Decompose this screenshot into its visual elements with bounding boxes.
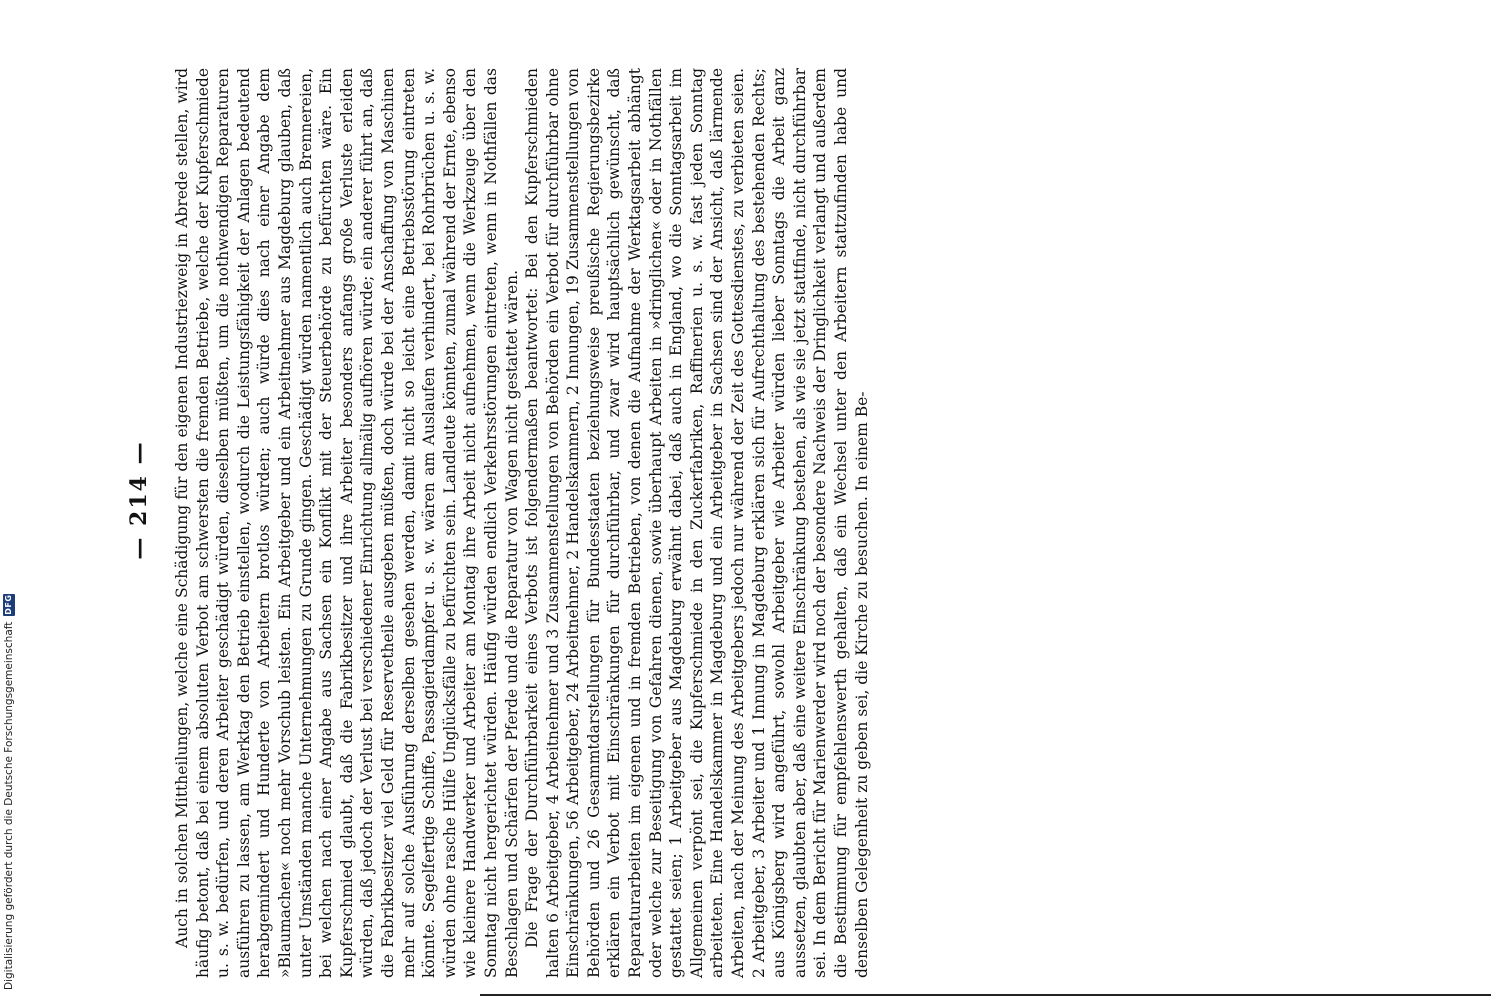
page-number: — 214 — — [126, 440, 152, 560]
dfg-logo-icon: DFG — [4, 594, 13, 615]
digitization-credit-text: Digitalisierung gefördert durch die Deutsche Forschungsgemeinschaft — [3, 621, 15, 990]
document-page — [120, 0, 871, 1000]
digitization-credit — [0, 10, 18, 1000]
body-text — [172, 68, 871, 978]
paragraph-1: Auch in solchen Mittheilungen, welche eine Schädigung für den eigenen Industriezweig in Abrede stellen, wird häufig betont, daß bei einem absoluten Verbot am schwersten die fremden Betriebe, welche der Kupferschmiede u. s. w. bedürfen, und deren Arbeiter geschädigt würden, dieselben müßten, um die nothwendigen Reparaturen ausführen zu lassen, am Werktag den Betrieb einstellen, wodurch die Leistungsfähigkeit der Anlagen bedeutend herabgemindert und Hunderte von Arbeitern brotlos würden; auch würde dies nach einer Angabe dem »Blaumachen« noch mehr Vorschub leisten. Ein Arbeitgeber und ein Arbeitnehmer aus Magdeburg glauben, daß unter Umständen manche Unternehmungen zu Grunde gingen. Geschädigt würden namentlich auch Brennereien, bei welchen nach einer Angabe aus Sachsen ein Konflikt mit der Steuerbehörde zu befürchten wäre. Ein Kupferschmied glaubt, daß die Fabrikbesitzer und ihre Arbeiter besonders anfangs große Verluste erleiden würden, daß jedoch der Verlust bei verschiedener Einrichtung allmälig aufhören würde; ein anderer führt an, daß die Fabrikbesitzer viel Geld für Reservetheile ausgeben müßten, doch würde bei der Anschaffung von Maschinen mehr auf solche Ausführung derselben gesehen werden, damit nicht so leicht eine Betriebsstörung eintreten könnte. Segelfertige Schiffe, Passagierdampfer u. s. w. wären am Auslaufen verhindert, bei Rohrbrüchen u. s. w. würden ohne rasche Hülfe Unglücksfälle zu befürchten sein. Landleute könnten, zumal während der Ernte, ebenso wie kleinere Handwerker und Arbeiter am Montag ihre Arbeit nicht aufnehmen, wenn die Werkzeuge über den Sonntag nicht hergerichtet würden. Häufig würden endlich Verkehrsstörungen eintreten, wenn in Nothfällen das Beschlagen und Schärfen der Pferde und die Reparatur von Wagen nicht gestattet wären. — [173, 68, 521, 978]
page-edge-rule — [480, 994, 1491, 996]
paragraph-2: Die Frage der Durchführbarkeit eines Verbots ist folgendermaßen beantwortet: Bei den Kupferschmieden halten 6 Arbeitgeber, 4 Arbeitnehmer und 3 Zusammenstellungen von Behörden ein Verbot für durchführbar ohne Einschränkungen, 56 Arbeitgeber, 24 Arbeitnehmer, 2 Handelskammern, 2 Innungen, 19 Zusammenstellungen von Behörden und 26 Gesammtdarstellungen für Bundesstaaten beziehungsweise preußische Regierungsbezirke erklären ein Verbot mit Einschränkungen für durchführbar, und zwar wird hauptsächlich gewünscht, daß Reparaturarbeiten im eigenen und in fremden Betrieben, von denen die Aufnahme der Werktagsarbeit abhängt oder welche zur Beseitigung von Gefahren dienen, sowie überhaupt Arbeiten in »dringlichen« oder in Nothfällen gestattet seien; 1 Arbeitgeber aus Magdeburg erwähnt dabei, daß auch in England, wo die Sonntagsarbeit im Allgemeinen verpönt sei, die Kupferschmiede in den Zuckerfabriken, Raffinerien u. s. w. fast jeden Sonntag arbeiteten. Eine Handelskammer in Magdeburg und ein Arbeitgeber in Sachsen sind der Ansicht, daß lärmende Arbeiten, nach der Meinung des Arbeitgebers jedoch nur während der Zeit des Gottesdienstes, zu verbieten seien. 2 Arbeitgeber, 3 Arbeiter und 1 Innung in Magdeburg erklären sich für Aufrechthaltung des bestehenden Rechts; aus Königsberg wird angeführt, sowohl Arbeitgeber wie Arbeiter würden lieber Sonntags die Arbeit ganz aussetzen, glaubten aber, daß eine weitere Einschränkung bestehen, als wie sie jetzt stattfinde, nicht durchführbar sei. In dem Bericht für Marienwerder wird noch der besondere Nachweis der Dringlichkeit verlangt und außerdem die Bestimmung für empfehlenswerth gehalten, daß ein Wechsel unter den Arbeitern stattzufinden habe und denselben Gelegenheit zu geben sei, die Kirche zu besuchen. In einem Be- — [523, 68, 871, 978]
